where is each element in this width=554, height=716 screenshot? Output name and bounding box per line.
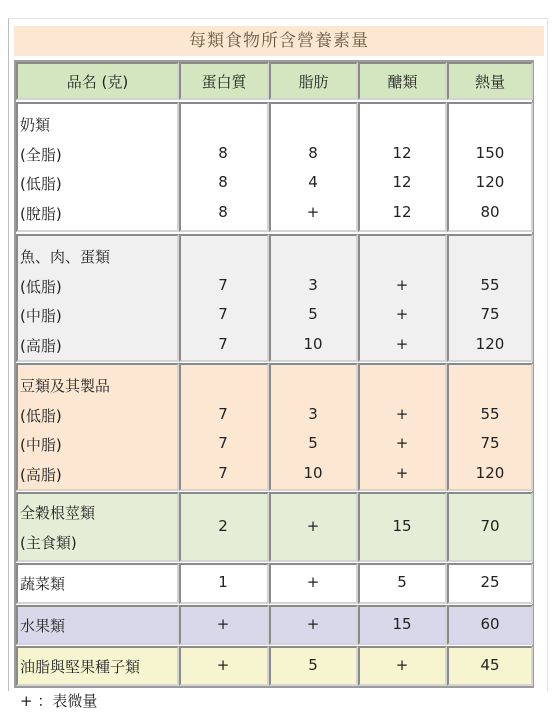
- group-title: 油脂與堅果種子類: [20, 658, 141, 676]
- group-title: 魚、肉、蛋類: [20, 248, 111, 266]
- value-cell: 55: [480, 404, 500, 423]
- value-cell: 12: [392, 173, 412, 191]
- value-cell: 12: [392, 202, 412, 221]
- value-cell: 12: [392, 143, 412, 162]
- value-cell: 80: [480, 202, 500, 221]
- value-cell: 7: [218, 334, 228, 353]
- header-cell: 品名 (克): [16, 62, 179, 100]
- value-cell: 120: [475, 463, 505, 482]
- row-label: (脫脂): [20, 204, 62, 223]
- value-cell: 15: [392, 615, 412, 633]
- value-cell: 8: [218, 202, 228, 221]
- value-cell: 60: [480, 615, 500, 633]
- footnote: + ：表微量: [20, 692, 98, 710]
- row-label: (低脂): [20, 175, 62, 193]
- row-label: (低脂): [20, 277, 62, 296]
- value-cell: +: [395, 275, 409, 294]
- value-cell: 5: [308, 305, 318, 323]
- value-cell: 55: [480, 275, 500, 294]
- group-title: 蔬菜類: [20, 575, 66, 593]
- value-cell: +: [216, 615, 230, 633]
- group-title: 奶類: [20, 116, 51, 134]
- row-label: (中脂): [20, 436, 62, 454]
- value-cell: 5: [308, 434, 318, 452]
- group-subtitle: (主食類): [20, 534, 77, 552]
- value-cell: 70: [480, 517, 500, 535]
- value-cell: 8: [218, 173, 228, 191]
- value-cell: +: [306, 517, 320, 535]
- value-cell: 3: [308, 275, 318, 294]
- value-cell: 8: [218, 143, 228, 162]
- group-title: 水果類: [20, 617, 66, 635]
- value-cell: +: [395, 656, 409, 674]
- value-cell: 150: [475, 143, 505, 162]
- nutrition-table: [14, 60, 534, 688]
- value-cell: 10: [303, 463, 323, 482]
- value-cell: +: [216, 656, 230, 674]
- group-title: 豆類及其製品: [20, 377, 111, 395]
- value-cell: 75: [480, 305, 500, 323]
- value-cell: +: [306, 202, 320, 221]
- header-cell: 蛋白質: [179, 62, 269, 100]
- row-label: (高脂): [20, 336, 62, 355]
- value-cell: 1: [218, 573, 228, 591]
- value-cell: 7: [218, 434, 228, 452]
- value-cell: 5: [397, 573, 407, 591]
- value-cell: 5: [308, 656, 318, 674]
- value-cell: 25: [480, 573, 500, 591]
- value-cell: 120: [475, 334, 505, 353]
- value-cell: +: [306, 573, 320, 591]
- value-cell: +: [306, 615, 320, 633]
- value-cell: 75: [480, 434, 500, 452]
- value-cell: 7: [218, 275, 228, 294]
- value-cell: 8: [308, 143, 318, 162]
- value-cell: 7: [218, 305, 228, 323]
- header-cell: 脂肪: [269, 62, 358, 100]
- value-cell: +: [395, 434, 409, 452]
- value-cell: 7: [218, 463, 228, 482]
- value-cell: 7: [218, 404, 228, 423]
- group-title: 全穀根莖類: [20, 504, 96, 522]
- value-cell: 10: [303, 334, 323, 353]
- value-cell: +: [395, 305, 409, 323]
- value-cell: 15: [392, 517, 412, 535]
- value-cell: 3: [308, 404, 318, 423]
- header-cell: 熱量: [447, 62, 533, 100]
- value-cell: 120: [475, 173, 505, 191]
- value-cell: +: [395, 404, 409, 423]
- row-label: (低脂): [20, 406, 62, 425]
- value-cell: 45: [480, 656, 500, 674]
- value-cell: 4: [308, 173, 318, 191]
- value-cell: 2: [218, 517, 228, 535]
- header-cell: 醣類: [358, 62, 447, 100]
- value-cell: +: [395, 463, 409, 482]
- table-title: 每類食物所含營養素量: [14, 26, 544, 56]
- row-label: (中脂): [20, 307, 62, 325]
- row-label: (高脂): [20, 465, 62, 484]
- value-cell: +: [395, 334, 409, 353]
- row-label: (全脂): [20, 145, 62, 164]
